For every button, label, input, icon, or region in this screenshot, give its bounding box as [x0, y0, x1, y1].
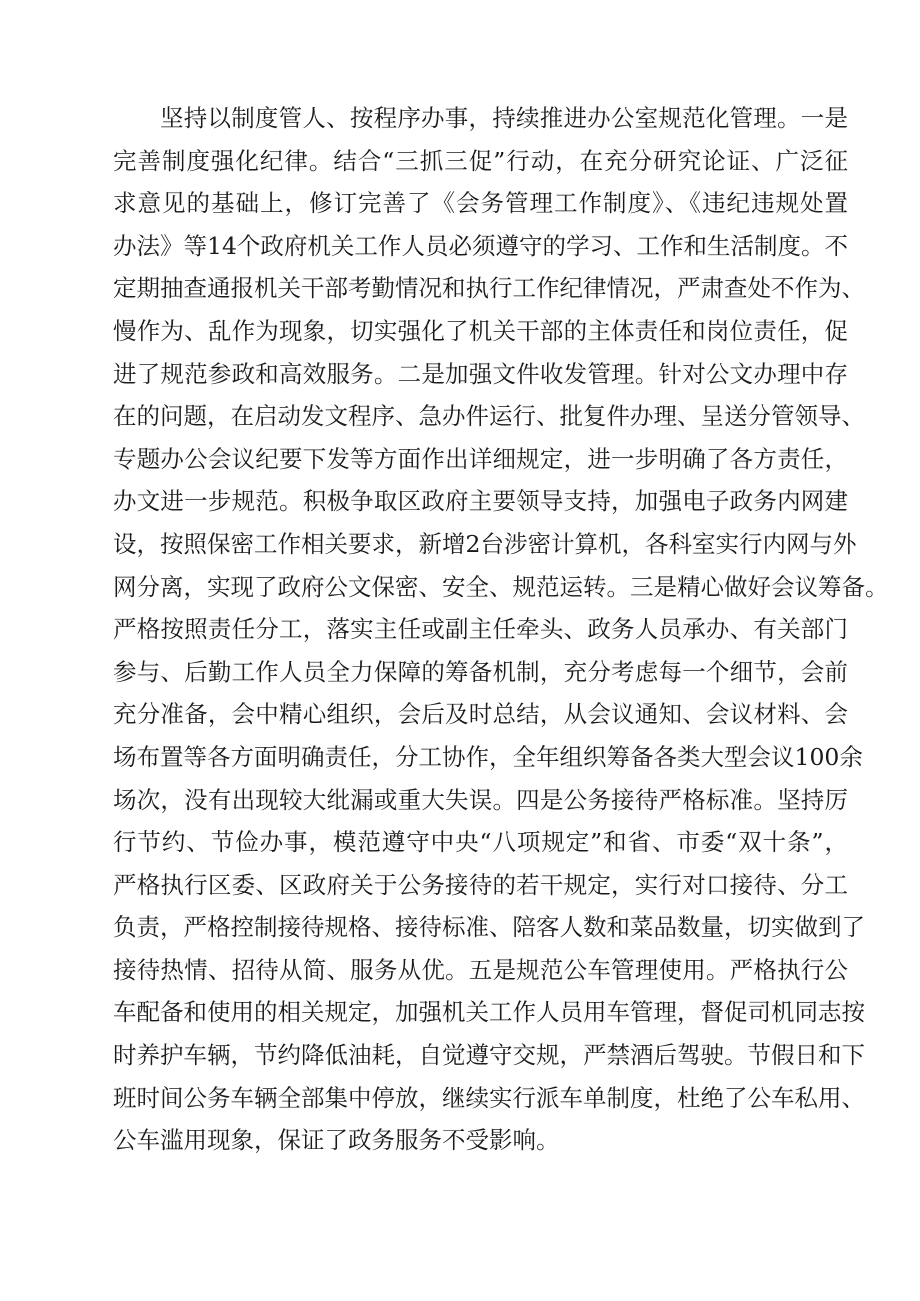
text-line: 充分准备，会中精心组织，会后及时总结，从会议通知、会议材料、会	[113, 700, 848, 729]
text-line: 场布置等各方面明确责任，分工协作，全年组织筹备各类大型会议100余	[113, 742, 863, 771]
text-line: 办文进一步规范。积极争取区政府主要领导支持，加强电子政务内网建	[113, 487, 848, 516]
text-line: 接待热情、招待从简、服务从优。五是规范公车管理使用。严格执行公	[113, 955, 848, 984]
text-line: 公车滥用现象，保证了政务服务不受影响。	[113, 1126, 560, 1155]
text-line: 坚持以制度管人、按程序办事，持续推进办公室规范化管理。一是	[160, 104, 848, 132]
text-line: 完善制度强化纪律。结合“三抓三促”行动，在充分研究论证、广泛征	[113, 146, 848, 175]
text-line: 办法》等14个政府机关工作人员必须遵守的学习、工作和生活制度。不	[113, 231, 848, 260]
text-line: 时养护车辆，节约降低油耗，自觉遵守交规，严禁酒后驾驶。节假日和下	[113, 1041, 865, 1070]
text-line: 严格按照责任分工，落实主任或副主任牵头、政务人员承办、有关部门	[113, 615, 848, 644]
text-line: 专题办公会议纪要下发等方面作出详细规定，进一步明确了各方责任，	[113, 444, 848, 473]
text-line: 车配备和使用的相关规定，加强机关工作人员用车管理，督促司机同志按	[113, 998, 865, 1027]
text-line: 定期抽查通报机关干部考勤情况和执行工作纪律情况，严肃查处不作为、	[113, 274, 865, 303]
text-line: 班时间公务车辆全部集中停放，继续实行派车单制度，杜绝了公车私用、	[113, 1083, 865, 1112]
text-line: 慢作为、乱作为现象，切实强化了机关干部的主体责任和岗位责任，促	[113, 316, 848, 345]
text-line: 负责，严格控制接待规格、接待标准、陪客人数和菜品数量，切实做到了	[113, 913, 865, 942]
text-line: 在的问题，在启动发文程序、急办件运行、批复件办理、呈送分管领导、	[113, 402, 865, 431]
text-line: 求意见的基础上，修订完善了《会务管理工作制度》、《违纪违规处置	[113, 189, 848, 218]
text-line: 严格执行区委、区政府关于公务接待的若干规定，实行对口接待、分工	[113, 870, 848, 899]
text-line: 设，按照保密工作相关要求，新增2台涉密计算机，各科室实行内网与外	[113, 529, 857, 558]
text-line: 行节约、节俭办事，模范遵守中央“八项规定”和省、市委“双十条”，	[113, 828, 848, 857]
text-line: 参与、后勤工作人员全力保障的筹备机制，充分考虑每一个细节，会前	[113, 657, 848, 686]
text-line: 网分离，实现了政府公文保密、安全、规范运转。三是精心做好会议筹备。	[113, 572, 889, 601]
body-paragraph	[113, 97, 889, 1162]
text-line: 进了规范参政和高效服务。二是加强文件收发管理。针对公文办理中存	[113, 359, 848, 388]
text-line: 场次，没有出现较大纰漏或重大失误。四是公务接待严格标准。坚持厉	[113, 785, 848, 814]
